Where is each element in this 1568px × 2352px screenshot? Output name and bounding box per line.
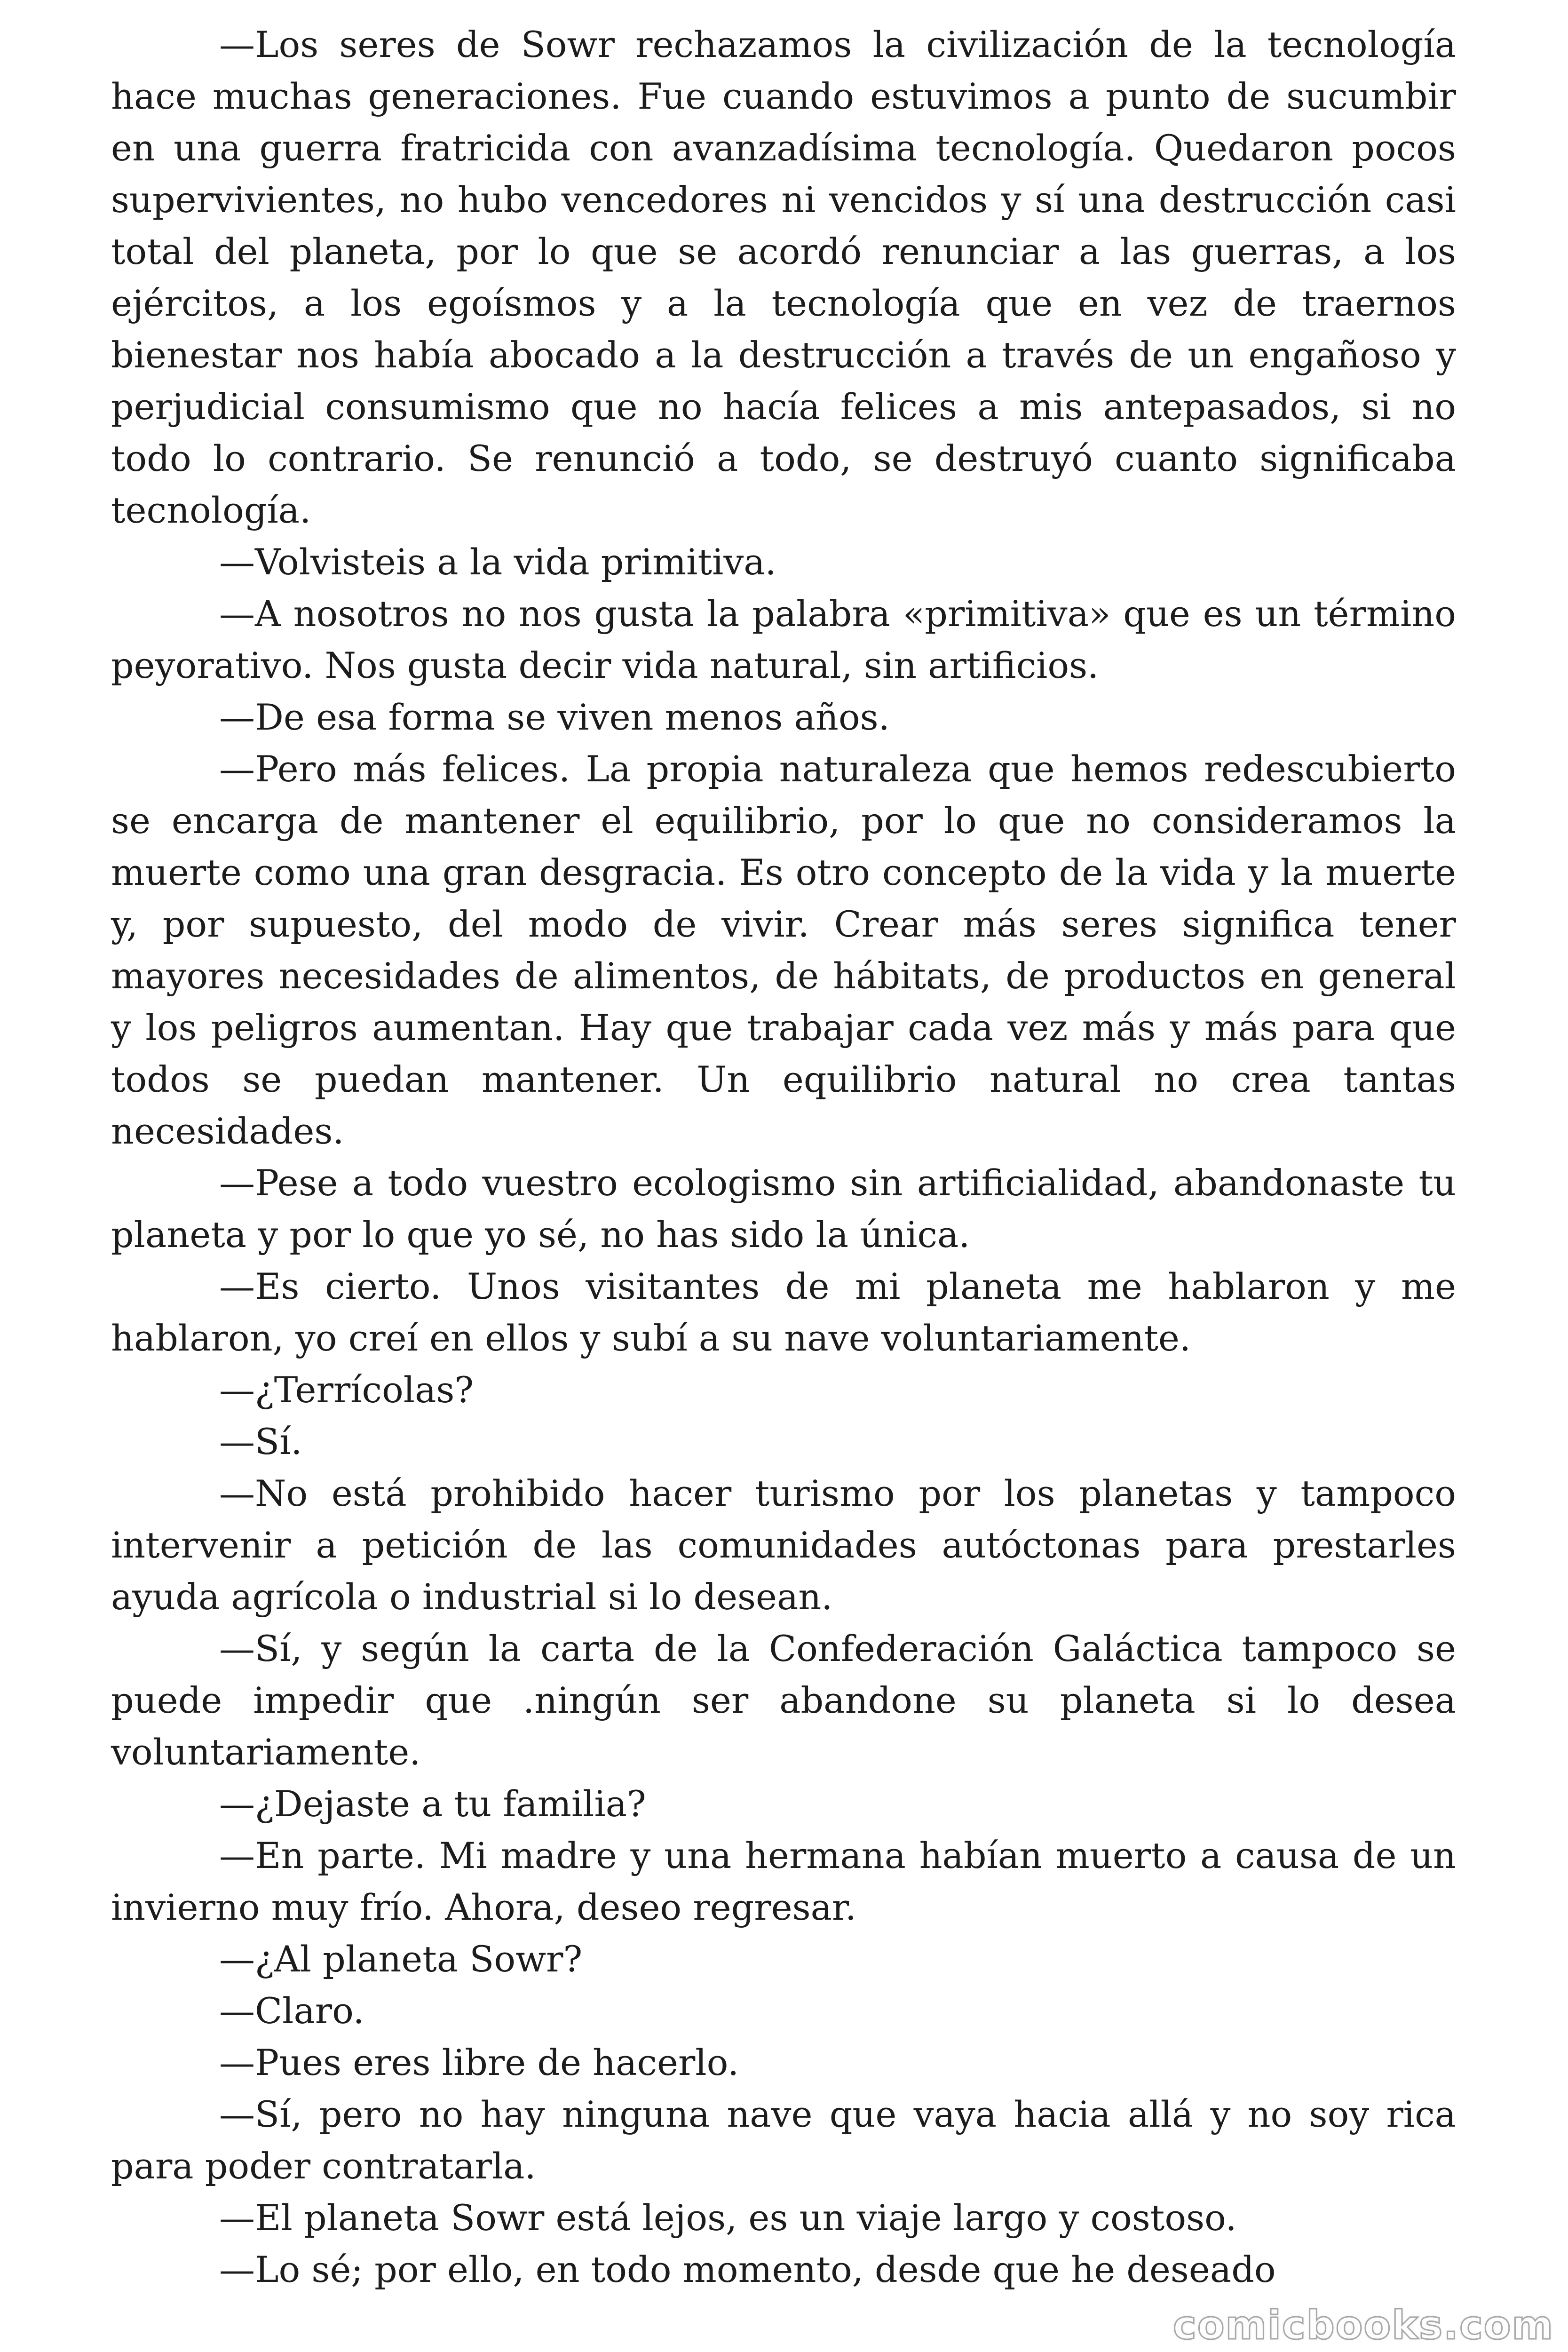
paragraph: —Sí, pero no hay ninguna nave que vaya hacia allá y no soy rica para poder contratarla. [111,2093,1456,2187]
paragraph: —No está prohibido hacer turismo por los planetas y tampoco intervenir a petición de las comunidades autóctonas para prestarles ayuda agrícola o industrial si lo desean. [111,1472,1456,1618]
paragraph: —En parte. Mi madre y una hermana habían muerto a causa de un invierno muy frío. Ahora, deseo regresar. [111,1835,1456,1928]
paragraph: —De esa forma se viven menos años. [219,696,890,738]
paragraph: —¿Terrícolas? [219,1369,474,1411]
paragraph: —Sí. [219,1421,302,1462]
paragraph: —Sí, y según la carta de la Confederación Galáctica tampoco se puede impedir que .ningún ser abandone su planeta si lo desea voluntariamente. [111,1628,1456,1773]
paragraph: —Volvisteis a la vida primitiva. [219,541,776,583]
paragraph: —Claro. [219,1990,364,2032]
paragraph: —Pero más felices. La propia naturaleza que hemos redescubierto se encarga de mantener el equilibrio, por lo que no consideramos la muerte como una gran desgracia. Es otro concepto de la vida y la muerte y, por supuesto, del modo de vivir. Crear más seres significa tener mayores necesidades de alimentos, de hábitats, de productos en general y los peligros aumentan. Hay que trabajar cada vez más y más para que todos se puedan mantener. Un equilibrio natural no crea tantas necesidades. [111,748,1456,1152]
paragraph: —El planeta Sowr está lejos, es un viaje largo y costoso. [219,2197,1237,2239]
paragraph: —A nosotros no nos gusta la palabra «primitiva» que es un término peyorativo. Nos gusta decir vida natural, sin artificios. [111,593,1456,686]
paragraph: —Lo sé; por ello, en todo momento, desde que he deseado [219,2249,1276,2290]
watermark: comicbooks.com [1173,2302,1554,2348]
paragraph: —¿Dejaste a tu familia? [219,1783,646,1825]
paragraph: —Los seres de Sowr rechazamos la civilización de la tecnología hace muchas generaciones. Fue cuando estuvimos a punto de sucumbir en una guerra fratricida con avanzadísima tecnología. Quedaron pocos supervivientes, no hubo vencedores ni vencidos y sí una destrucción casi total del planeta, por lo que se acordó renunciar a las guerras, a los ejércitos, a los egoísmos y a la tecnología que en vez de traernos bienestar nos había abocado a la destrucción a través de un engañoso y perjudicial consumismo que no hacía felices a mis antepasados, si no todo lo contrario. Se renunció a todo, se destruyó cuanto significaba tecnología. [111,24,1456,531]
paragraph: —¿Al planeta Sowr? [219,1938,583,1980]
paragraph: —Pues eres libre de hacerlo. [219,2042,739,2083]
paragraph: —Es cierto. Unos visitantes de mi planeta me hablaron y me hablaron, yo creí en ellos y subí a su nave voluntariamente. [111,1265,1456,1359]
page-body [111,19,1456,2296]
paragraph: —Pese a todo vuestro ecologismo sin artificialidad, abandonaste tu planeta y por lo que yo sé, no has sido la única. [111,1162,1456,1255]
